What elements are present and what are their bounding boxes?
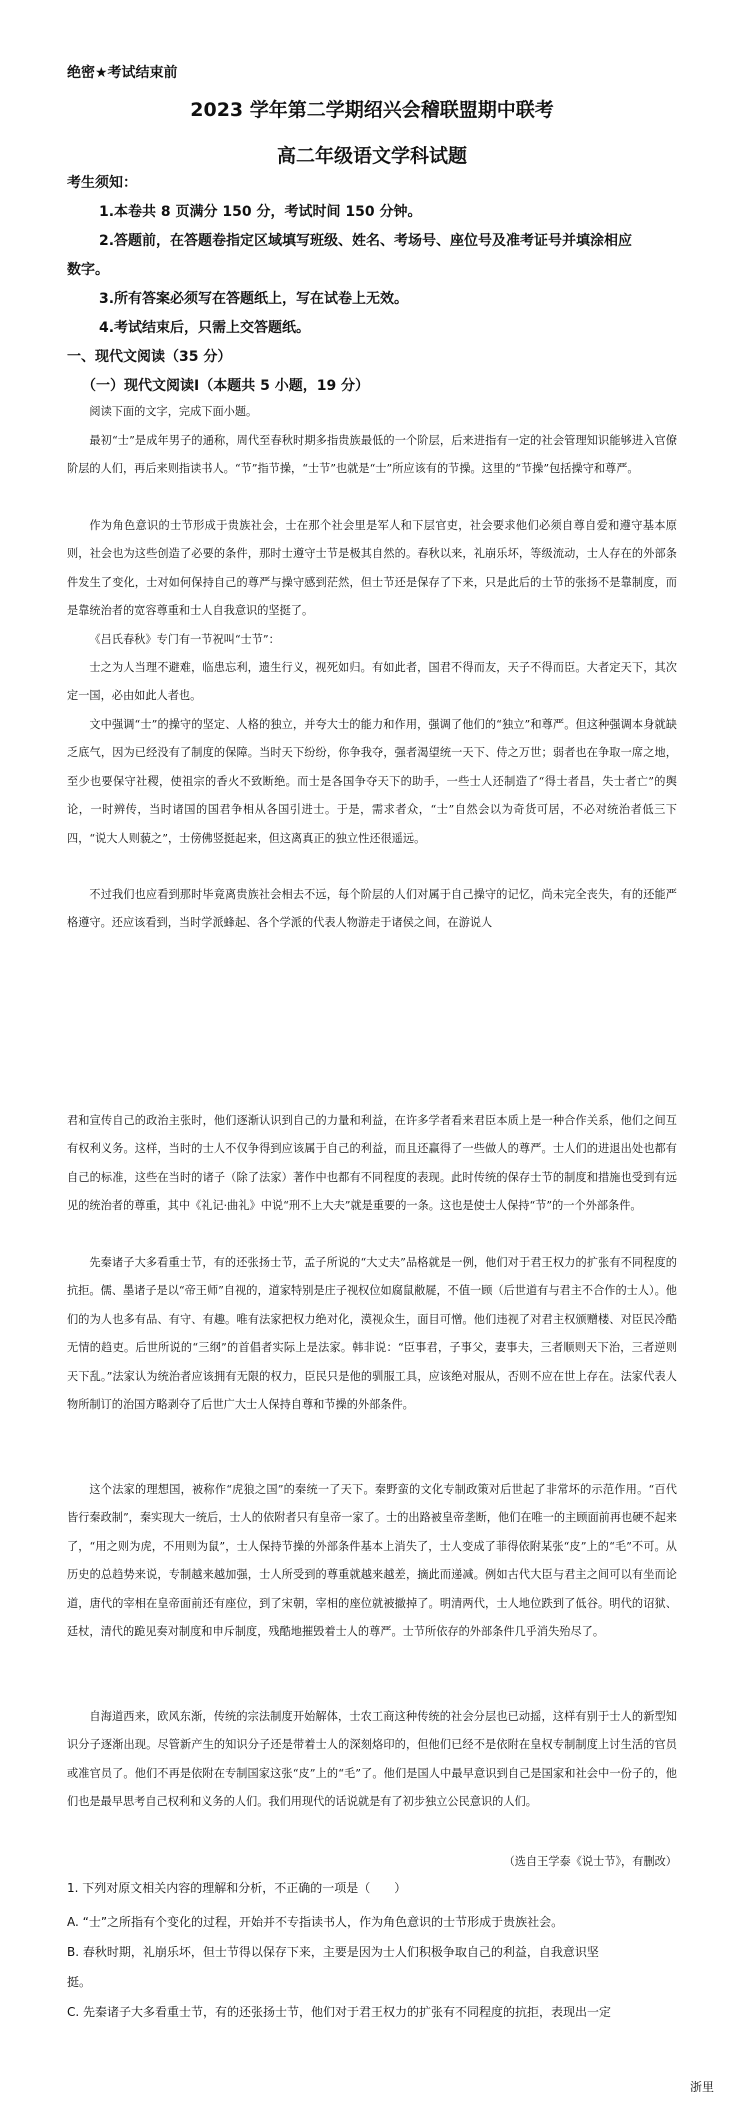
article-paragraph-2: 作为角色意识的士节形成于贵族社会，士在那个社会里是军人和下层官吏，社会要求他们必须自尊自爱和遵守基本原则，社会也为这些创造了必要的条件，那时士遵守士节是极其自然的。春秋以来，礼崩乐坏，等级流动，士人存在的外部条件发生了变化，士对如何保持自己的尊严与操守感到茫然，但士节还是保存了下来，只是此后的士节的张扬不是靠制度，而是靠统治者的宽容尊重和士人自我意识的坚挺了。 <box>67 519 677 618</box>
article-paragraph-10: 自海道西来，欧风东渐，传统的宗法制度开始解体，士农工商这种传统的社会分层也已动摇，这样有别于士人的新型知识分子逐渐出现。尽管新产生的知识分子还是带着士人的深刻烙印的，但他们已经不是依附在皇权专制制度上讨生活的官员或准官员了。他们不再是依附在专制国家这张“皮”上的“毛”了。他们是国人中最早意识到自己是国家和社会中一份子的，他们也是最早思考自己权利和义务的人们。我们用现代的话说就是有了初步独立公民意识的人们。 <box>67 1710 677 1809</box>
exam-title: 2023 学年第二学期绍兴会稽联盟期中联考 <box>190 99 554 121</box>
notice-item-2: 2.答题前，在答题卷指定区域填写班级、姓名、考场号、座位号及准考证号并填涂相应 <box>99 233 633 249</box>
question-option-a: A. “士”之所指有个变化的过程，开始并不专指读书人，作为角色意识的士节形成于贵族社会。 <box>67 1915 564 1929</box>
section-heading: 一、现代文阅读（35 分） <box>67 349 232 365</box>
notice-item-4: 4.考试结束后，只需上交答题纸。 <box>99 320 311 336</box>
question-option-b-cont: 挺。 <box>67 1975 92 1989</box>
page-gap <box>0 967 744 1107</box>
article-paragraph-8: 先秦诸子大多看重士节，有的还张扬士节，孟子所说的“大丈夫”品格就是一例，他们对于君王权力的扩张有不同程度的抗拒。儒、墨诸子是以“帝王师”自视的，道家特别是庄子视权位如腐鼠敝屣，不值一顾（后世道有与君主不合作的士人）。他们的为人也多有品、有守、有趣。唯有法家把权力绝对化，漠视众生，面目可憎。他们违视了对君主权颁赠楼、对臣民冷酷无情的趋吏。后世所说的“三纲”的首倡者实际上是法家。韩非说：“臣事君，子事父，妻事夫，三者顺则天下治，三者逆则天下乱。”法家认为统治者应该拥有无限的权力，臣民只是他的驯服工具，应该绝对服从，否则不应在世上存在。法家代表人物所制订的治国方略剥夺了后世广大士人保持自尊和节操的外部条件。 <box>67 1256 677 1412</box>
question-stem <box>67 1874 683 1902</box>
notice-item-1: 1.本卷共 8 页满分 150 分，考试时间 150 分钟。 <box>99 204 422 220</box>
article-paragraph-5: 文中强调“士”的操守的坚定、人格的独立，并夸大士的能力和作用，强调了他们的“独立”和尊严。但这种强调本身就缺乏底气，因为已经没有了制度的保障。当时天下纷纷，你争我夺，强者渴望统一天下、侍之万世；弱者也在争取一席之地，至少也要保守社稷，使祖宗的香火不致断绝。而士是各国争夺天下的助手，一些士人还制造了“得士者昌，失士者亡”的舆论，一时辨传，当时诸国的国君争相从各国引进士。于是，需求者众，“士”自然会以为奇货可居，不必对统治者低三下四，“说大人则藐之”，士傍佛竖挺起来，但这离真正的独立性还很遥远。 <box>67 718 677 845</box>
article-quote: 士之为人当理不避难，临患忘利，遗生行义，视死如归。有如此者，国君不得而友，天子不得而臣。大者定天下，其次定一国，必由如此人者也。 <box>67 661 677 703</box>
question-option-b: B. 春秋时期，礼崩乐坏，但士节得以保存下来，主要是因为士人们积极争取自己的利益，自我意识坚 <box>67 1945 599 1959</box>
footer-text: 浙里 <box>689 2080 714 2094</box>
article-paragraph-1: 最初“士”是成年男子的通称，周代至春秋时期多指贵族最低的一个阶层，后来进指有一定的社会管理知识能够进入官僚阶层的人们，再后来则指读书人。“节”指节操，“士节”也就是“士”所应该有的节操。这里的“节操”包括操守和尊严。 <box>67 434 677 476</box>
notice-item-2-cont: 数字。 <box>67 262 109 278</box>
question-option-c: C. 先秦诸子大多看重士节，有的还张扬士节，他们对于君王权力的扩张有不同程度的抗拒，表现出一定 <box>67 2005 612 2019</box>
section-subheading: （一）现代文阅读Ⅰ（本题共 5 小题，19 分） <box>82 378 370 394</box>
secret-label: 绝密★考试结束前 <box>67 65 178 81</box>
notice-item-3: 3.所有答案必须写在答题纸上，写在试卷上无效。 <box>99 291 409 307</box>
question-stem-text: 1. 下列对原文相关内容的理解和分析，不正确的一项是（ <box>67 1881 371 1895</box>
question-stem-close: ） <box>394 1881 407 1895</box>
instruction: 阅读下面的文字，完成下面小题。 <box>89 405 258 418</box>
notice-heading: 考生须知： <box>67 175 137 191</box>
article-source: （选自王学泰《说士节》，有删改） <box>503 1855 677 1868</box>
article-paragraph-6: 不过我们也应看到那时毕竟离贵族社会相去不远，每个阶层的人们对属于自己操守的记忆，尚未完全丧失，有的还能严格遵守。还应该看到，当时学派蜂起、各个学派的代表人物游走于诸侯之间，在游说人 <box>67 888 677 930</box>
article-paragraph-7: 君和宣传自己的政治主张时，他们逐渐认识到自己的力量和利益，在许多学者看来君臣本质上是一种合作关系，他们之间互有权利义务。这样，当时的士人不仅争得到应该属于自己的利益，而且还赢得了一些做人的尊严。士人们的进退出处也都有自己的标准，这些在当时的诸子（除了法家）著作中也都有不同程度的表现。此时传统的保存士节的制度和措施也受到有远见的统治者的尊重，其中《礼记·曲礼》中说“刑不上大夫”就是重要的一条。这也是使士人保持“节”的一个外部条件。 <box>67 1114 677 1213</box>
article-paragraph-3: 《吕氏春秋》专门有一节祝叫“士节”： <box>89 633 280 646</box>
exam-subtitle: 高二年级语文学科试题 <box>276 145 467 167</box>
article-paragraph-9: 这个法家的理想国，被称作“虎狼之国”的秦统一了天下。秦野蛮的文化专制政策对后世起了非常坏的示范作用。“百代皆行秦政制”，秦实现大一统后，士人的依附者只有皇帝一家了。士的出路被皇帝垄断，他们在唯一的主顾面前再也硬不起来了，“用之则为虎，不用则为鼠”，士人保持节操的外部条件基本上消失了，士人变成了菲得依附某张“皮”上的“毛”不可。从历史的总趋势来说，专制越来越加强，士人所受到的尊重就越来越差，摘此而递减。例如古代大臣与君主之间可以有坐而论道，唐代的宰相在皇帝面前还有座位，到了宋朝，宰相的座位就被撤掉了。明清两代，士人地位跌到了低谷。明代的诏狱、廷杖，清代的跪见奏对制度和申斥制度，残酷地摧毁着士人的尊严。士节所依存的外部条件几乎消失殆尽了。 <box>67 1483 677 1639</box>
